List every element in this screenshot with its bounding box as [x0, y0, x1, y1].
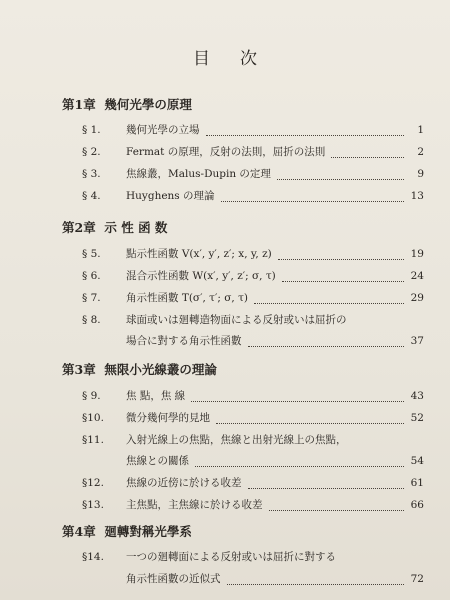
chapter-number: 第3章 [62, 362, 96, 377]
toc-entry [82, 122, 424, 140]
section-number: § 1. [82, 124, 101, 136]
section-number: §14. [82, 551, 104, 563]
toc-entry [82, 497, 424, 515]
toc-entry [82, 432, 424, 450]
section-title-continued: 角示性函數の近似式 [126, 573, 221, 585]
section-title: 角示性函數 T(σ′, τ′; σ, τ) [126, 292, 248, 304]
page-number: 66 [410, 499, 424, 511]
section-title: 主焦點，主焦線に於ける收差 [126, 499, 263, 511]
chapter-heading [62, 522, 192, 540]
section-number: § 9. [82, 390, 101, 402]
page-number: 24 [410, 270, 424, 282]
section-title: 混合示性函數 W(x′, y′, z′; σ, τ) [126, 270, 276, 282]
dot-leader [277, 171, 404, 180]
chapter-number: 第1章 [62, 97, 96, 112]
page-number: 9 [417, 168, 424, 180]
section-number: §13. [82, 499, 104, 511]
section-title: 焦線叢，Malus-Dupin の定理 [126, 168, 271, 180]
page-number: 29 [410, 292, 424, 304]
page-number: 52 [410, 412, 424, 424]
section-title: 幾何光學の立場 [126, 124, 200, 136]
chapter-heading [62, 218, 167, 236]
dot-leader [278, 251, 404, 260]
dot-leader [195, 458, 404, 467]
page-title: 目次 [193, 49, 287, 69]
section-number: § 2. [82, 146, 101, 158]
toc-entry [82, 549, 424, 567]
chapter-heading [62, 95, 192, 113]
chapter-title: 無限小光線叢の理論 [104, 362, 217, 377]
page-number: 1 [417, 124, 424, 136]
dot-leader [221, 193, 404, 202]
chapter-number: 第2章 [62, 220, 96, 235]
section-number: §11. [82, 434, 104, 446]
toc-entry [82, 246, 424, 264]
section-title: 入射光線上の焦點，焦線と出射光線上の焦點， [126, 434, 347, 446]
dot-leader [248, 338, 405, 347]
page-number: 61 [410, 477, 424, 489]
chapter-heading [62, 360, 217, 378]
section-number: § 7. [82, 292, 101, 304]
page-number: 43 [410, 390, 424, 402]
dot-leader [216, 415, 404, 424]
chapter-number: 第4章 [62, 524, 96, 539]
dot-leader [191, 393, 404, 402]
dot-leader [269, 502, 405, 511]
section-title: 焦線の近傍に於ける收差 [126, 477, 242, 489]
section-title: 一つの廻轉面による反射或いは屈折に對する [126, 551, 336, 563]
toc-entry [82, 188, 424, 206]
section-number: § 8. [82, 314, 101, 326]
toc-entry [82, 144, 424, 162]
dot-leader [331, 149, 404, 158]
section-title: 點示性函數 V(x′, y′, z′; x, y, z) [126, 248, 272, 260]
page-number: 2 [417, 146, 424, 158]
section-number: § 3. [82, 168, 101, 180]
toc-entry [82, 410, 424, 428]
page-number: 19 [410, 248, 424, 260]
section-title: Fermat の原理，反射の法則，屈折の法則 [126, 146, 326, 158]
dot-leader [206, 127, 405, 136]
section-title-continued: 焦線との關係 [126, 455, 189, 467]
section-title-continued: 場合に對する角示性函數 [126, 335, 242, 347]
chapter-title: 示 性 函 数 [104, 220, 168, 235]
section-title: Huyghens の理論 [126, 190, 215, 202]
chapter-title: 幾何光學の原理 [104, 97, 192, 112]
dot-leader [254, 295, 404, 304]
page-number: 13 [410, 190, 424, 202]
dot-leader [282, 273, 404, 282]
section-number: §10. [82, 412, 104, 424]
toc-entry [82, 268, 424, 286]
page-number: 72 [410, 573, 424, 585]
chapter-title: 廻轉對稱光學系 [104, 524, 192, 539]
toc-entry [82, 290, 424, 308]
page-number: 54 [410, 455, 424, 467]
toc-entry [82, 166, 424, 184]
section-title: 微分幾何學的見地 [126, 412, 210, 424]
page-number: 37 [410, 335, 424, 347]
toc-entry [82, 475, 424, 493]
toc-entry [82, 312, 424, 330]
section-number: §12. [82, 477, 104, 489]
section-title: 球面或いは廻轉造物面による反射或いは屈折の [126, 314, 347, 326]
dot-leader [227, 576, 405, 585]
section-title: 焦 點，焦 線 [126, 390, 186, 402]
toc-entry-continuation [126, 333, 424, 351]
dot-leader [248, 480, 405, 489]
section-number: § 5. [82, 248, 101, 260]
section-number: § 4. [82, 190, 101, 202]
toc-entry-continuation [126, 453, 424, 471]
toc-entry [82, 388, 424, 406]
section-number: § 6. [82, 270, 101, 282]
toc-entry-continuation [126, 571, 424, 589]
